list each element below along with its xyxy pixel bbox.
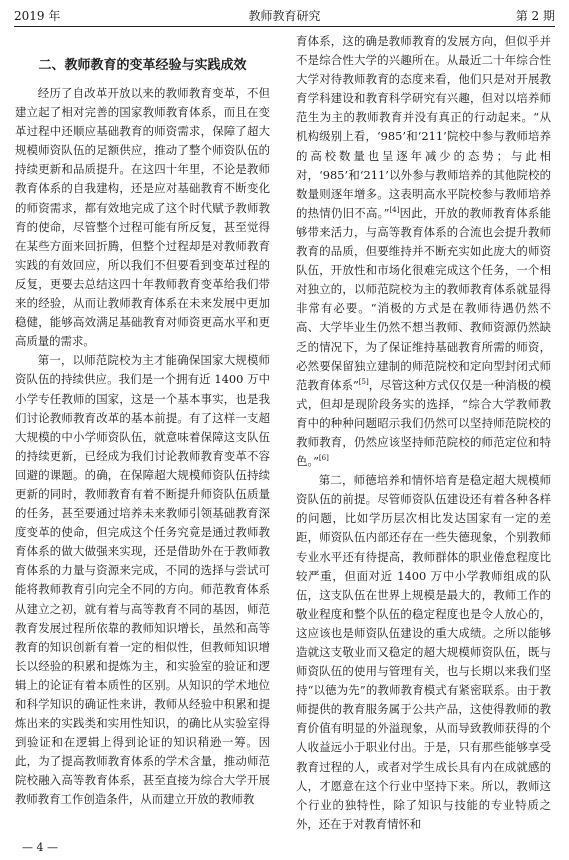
header-year: 2019 年 — [14, 9, 61, 23]
citation-marker: [4] — [389, 206, 400, 215]
header-issue: 第 2 期 — [515, 9, 555, 23]
paragraph: 第一，以师范院校为主才能确保国家大规模师资队伍的持续供应。我们是一个拥有近 1400 万中小学专任教师的国家，这是一个基本事实，也是我们讨论教师教育改革的基本前提。有了这样一支超大规模的中小学师资队伍，就意味着保障这支队伍的持续更新，已经成为我们讨论教师教育变革不容回避的课题。的确，在保障超大规模师资队伍持续更新的同时，教师教育有着不断提升师资队伍质量的任务，甚至要通过培养未来教师引领基础教育深度变革的使命，但完成这个任务究竟是通过教师教育体系的做大做强来实现，还是借助外在于教师教育体系的力量与资源来完成，不同的选择与尝试可能将教师教育引向完全不同的方向。师范教育体系从建立之初，就有着与高等教育不同的基因，师范教育发展过程所依靠的教师知识增长，虽然和高等教育的知识创新有着一定的相似性，但教师知识增长以经验的积累和提炼为主，和实验室的验证和逻辑上的论证有着本质性的区别。从知识的学术地位和科学知识的确证性来讲，教师从经验中积累和提炼出来的实践类和实用性知识，的确比从实验室得到验证和在逻辑上得到论证的知识稍逊一筹。因此，为了提高教师教育体系的学术含量，推动师范院校融入高等教育体系，甚至直接为综合大学开展教师教育工作创造条件，从而建立开放的教师教 — [15, 353, 270, 807]
paragraph-text: 因此，开放的教师教育体系能够带来活力，与高等教育体系的合流也会提升教师教育的品质，但要维持并不断充实如此庞大的师资队伍，开放性和市场化很难完成这个任务，一个相对独立的，以师范院校为主的教师教育体系就显得非常有必要。“消极的方式是在教师待遇仍然不高、大学毕业生仍然不想当教师、教师资源仍然缺乏的情况下，为了保证维持基础教育所需的师资，必然要保留独立建制的师范院校和定向型封闭式师范教育体系” — [296, 205, 551, 392]
running-header — [14, 6, 555, 27]
left-column — [15, 32, 270, 810]
paragraph-continued — [296, 32, 551, 471]
citation-marker: [5] — [358, 377, 369, 386]
header-journal-title: 教师教育研究 — [248, 9, 321, 23]
section-heading: 二、教师教育的变革经验与实践成效 — [38, 58, 247, 73]
paragraph-text: ，尽管这种方式仅仅是一种消极的模式，但却是现阶段务实的选择，“综合大学教师教育中的种种问题昭示我们仍然可以坚持师范院校的教师教育，仍然应该坚持师范院校的师范定位和特色。” — [296, 377, 551, 469]
right-column — [296, 32, 551, 834]
paragraph-text: 育体系，这的确是教师教育的发展方向，但似乎并不是综合性大学的兴趣所在。从最近二十年综合性大学对待教师教育的态度来看，他们只是对开展教育学科建设和教育科学研究有兴趣，但对以培养师范生为主的教师教育并没有真正的行动起来。“从机构级别上看，‘985’和‘211’院校中参与教师培养的高校数量也呈逐年减少的态势；与此相对，‘985’和‘211’以外参与教师培养的其他院校的数量则逐年增多。这表明高水平院校参与教师培养的热情仍旧不高。” — [296, 34, 551, 220]
citation-marker: [6] — [318, 454, 329, 463]
paragraph: 第二，师德培养和情怀培育是稳定超大规模师资队伍的前提。尽管师资队伍建设还有着各种各样的问题，比如学历层次相比发达国家有一定的差距，师资队伍内部还存在一些失德现象，个别教师专业水平还有待提高，教师群体的职业倦怠程度比较严重，但面对近 1400 万中小学教师组成的队伍，这支队伍在世界上规模是最大的，教师工作的敬业程度和整个队伍的稳定程度也是令人放心的，这应该也是师资队伍建设的重大成绩。之所以能够造就这支敬业而又稳定的超大规模师资队伍，既与师资队伍的使用与管理有关，也与长期以来我们坚持“以德为先”的教师教育模式有紧密联系。由于教师提供的教育服务属于公共产品，这使得教师的教育价值有明显的外溢现象，从而导致教师获得的个人收益远小于职业付出。于是，只有那些能够享受教育过程的人，或者对学生成长具有内在成就感的人，才愿意在这个行业中坚持下来。所以，教师这个行业的独特性，除了知识与技能的专业特质之外，还在于对教育情怀和 — [296, 473, 551, 831]
paragraph: 经历了自改革开放以来的教师教育变革，不但建立起了相对完善的国家教师教育体系，而且在变革过程中还顺应基础教育的师资需求，保障了超大规模师资队伍的足额供应，推动了整个师资队伍的持续更新和品质提升。在这四十年里，不论是教师教育体系的自我建构，还是应对基础教育不断变化的师资需求，都有效地完成了这个时代赋予教师教育的使命，尽管整个过程可能有所反复，甚至觉得在某些方面来回折腾，但整个过程却是对教师教育实践的有效回应，所以我们不但要看到变革过程的反复，更要去总结这四十年教师教育变革给我们带来的经验，从而让教师教育体系在未来发展中更加稳健，能够高效满足基础教育对师资更高水平和更高质量的需求。 — [15, 86, 270, 349]
page-number: — 4 — — [22, 841, 58, 854]
